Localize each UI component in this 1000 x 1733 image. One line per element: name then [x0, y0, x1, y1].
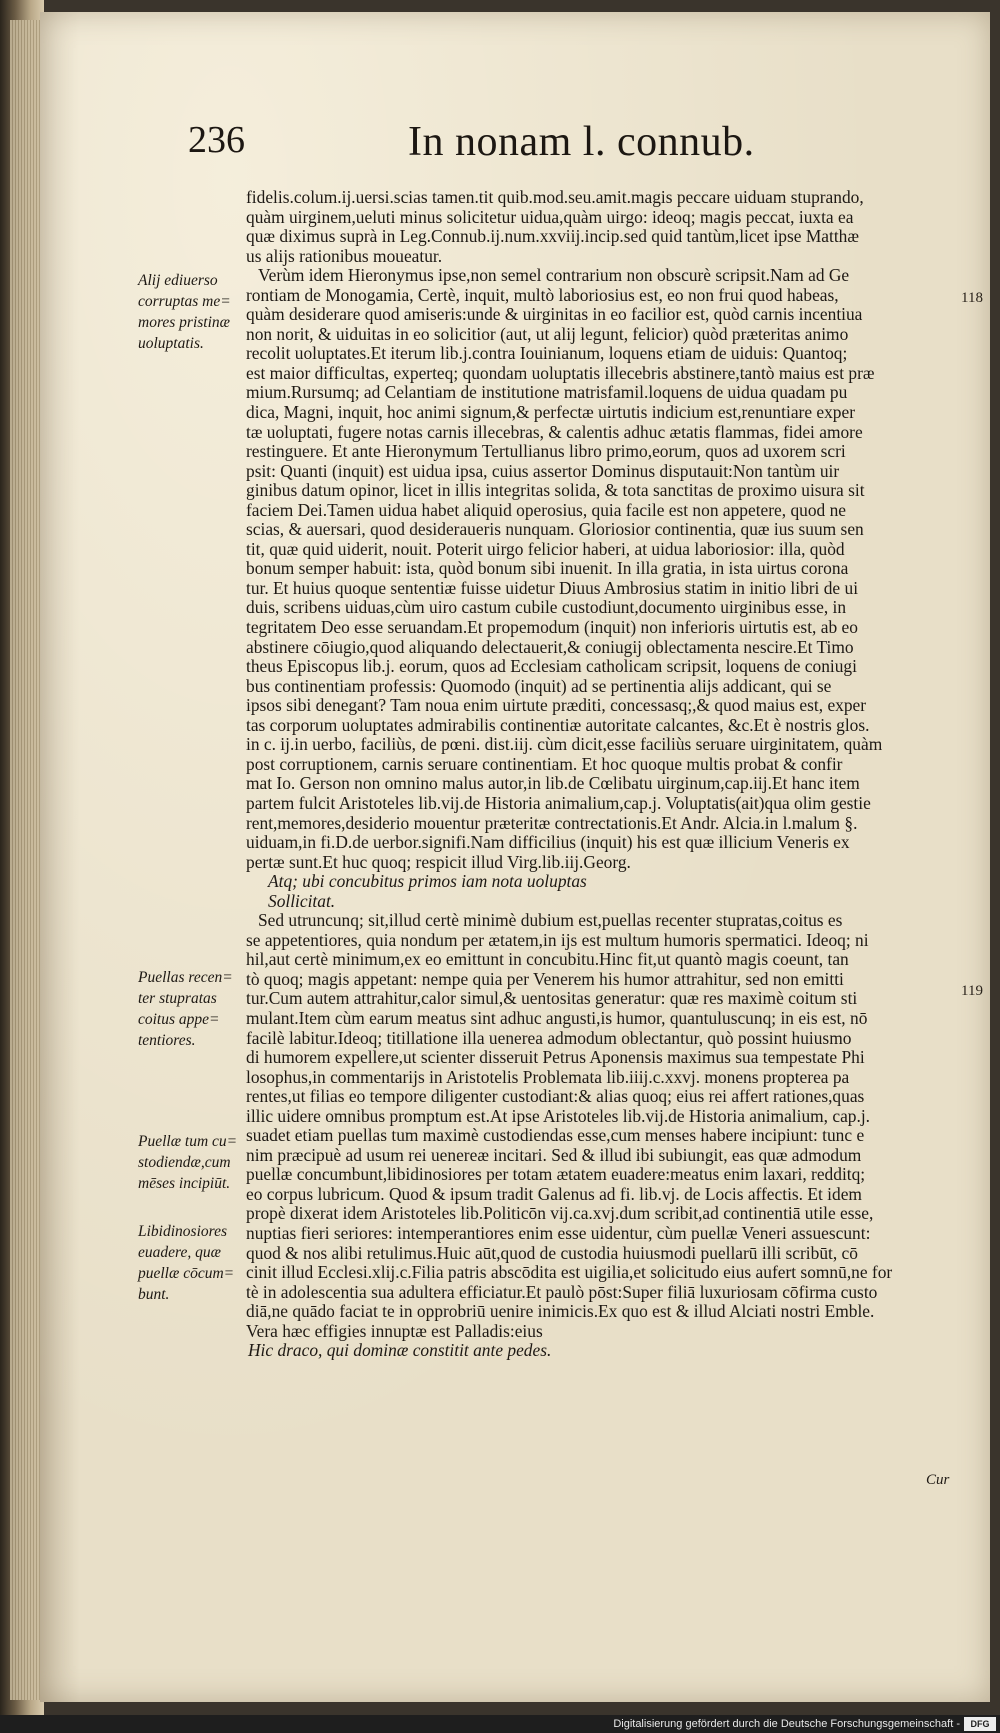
- text-line: bonum semper habuit: ista, quòd bonum sibi inuenit. In illa gratia, in ista uirtus corona: [246, 558, 849, 579]
- text-line: uiduam,in fi.D.de uerbor.signifi.Nam difficilius (inquit) his est quæ illicium Veneris ex: [246, 832, 850, 853]
- text-line: propè dixerat idem Aristoteles lib.Politicōn vij.ca.xvj.dum scribit,ad continentiā utile esse,: [246, 1203, 874, 1224]
- margin-note-line: Alij ediuerso: [138, 272, 218, 289]
- text-line: post corruptionem, carnis seruare continentiam. Et hoc quoque multis probat & confir: [246, 753, 843, 774]
- text-line: faciem Dei.Tamen uidua habet aliquid operosius, quia facile est non appetere, quod ne: [246, 499, 846, 520]
- text-line: pertæ sunt.Et huc quoq; respicit illud Virg.lib.iij.Georg.: [246, 851, 631, 872]
- text-line: nim præcipuè ad usum rei uenereæ incitari. Sed & illud ibi subiungit, eas quæ admodum: [246, 1144, 862, 1165]
- text-line: restinguere. Et ante Hieronymum Tertullianus libro primo,eorum, quos ad uxorem scri: [246, 441, 846, 462]
- text-line: mium.Rursumq; ad Celantiam de institutione matrisfamil.loquens de uidua quadam pu: [246, 382, 848, 403]
- text-line: est maior difficultas, experteq; quondam uoluptatis illecebris abstinere,tantò maius est præ: [246, 362, 875, 383]
- margin-note-line: puellæ cōcum=: [138, 1265, 235, 1282]
- running-head: In nonam l. connub.: [408, 119, 755, 165]
- text-line: cinit illud Ecclesi.xlij.c.Filia patris abscōdita est uigilia,et solicitudo eius aufert somnū,ne for: [246, 1262, 893, 1283]
- text-line: diā,ne quādo faciat te in opprobriū uenire inimicis.Ex quo est & illud Alciati nostri Emble.: [246, 1301, 875, 1322]
- text-line: mat Io. Gerson non omnino malus autor,in lib.de Cœlibatu uirginum,cap.iij.Et hanc item: [246, 773, 860, 794]
- margin-note: [138, 1131, 248, 1194]
- text-line: duis, scribens uiduas,cùm uiro castum cubile custodiunt,documento uirginibus esse, in: [246, 597, 847, 618]
- margin-note-line: mēses incipiūt.: [138, 1175, 231, 1192]
- text-line: Sed utruncunq; sit,illud certè minimè dubium est,puellas recenter stupratas,coitus es: [258, 910, 843, 931]
- margin-note-line: coitus appe=: [138, 1011, 220, 1028]
- text-line: tegritatem Deo esse seruandam.Et propemodum (inquit) non inferioris uirtutis est, ab eo: [246, 617, 858, 638]
- text-line: tur. Et huius quoque sententiæ fuisse uidetur Diuus Ambrosius statim in initio libri de ui: [246, 577, 859, 598]
- margin-note-line: corruptas me=: [138, 293, 231, 310]
- text-line: facilè labitur.Ideoq; titillatione illa uenerea admodum oblectantur, quò possint huiusmo: [246, 1027, 852, 1048]
- margin-note-line: euadere, quæ: [138, 1244, 221, 1261]
- text-line: bus continentiam professis: Quomodo (inquit) ad se pertinentia alijs addicant, qui se: [246, 675, 832, 696]
- text-line: ginibus datum opinor, licet in illis integritas solida, & tota sanctitas de proximo uisura sit: [246, 480, 865, 501]
- text-line: Verùm idem Hieronymus ipse,non semel contrarium non obscurè scripsit.Nam ad Ge: [258, 265, 850, 286]
- body-text: [246, 188, 961, 1380]
- margin-note-line: Puellæ tum cu=: [138, 1133, 238, 1150]
- margin-note: [138, 967, 248, 1051]
- page-number: 236: [188, 119, 245, 161]
- verse-line: Hic draco, qui dominæ constitit ante pedes.: [248, 1340, 552, 1361]
- text-line: tæ uoluptati, fugere notas carnis illecebras, & calentis adhuc ætatis flammas, fidei amore: [246, 421, 863, 442]
- text-line: puellæ concumbunt,libidinosiores per totam ætatem euadere:meatus enim laxari, redditq;: [246, 1164, 866, 1185]
- text-line: non norit, & uiduitas in eo solicitior (aut, ut alij legunt, felicior) quòd præteritas animo: [246, 323, 849, 344]
- text-line: tit, quæ quid uiderit, nouit. Poterit uirgo felicior haberi, at uidua laboriosior: illa, quòd: [246, 538, 845, 559]
- text-line: quàm uirginem,ueluti minus solicitetur uidua,quàm uirgo: ideoq; magis peccat, iuxta ea: [246, 206, 854, 227]
- text-line: quod & nos alibi retulimus.Huic aūt,quod de custodia huiusmodi puellarū illi scribūt, cō: [246, 1242, 858, 1263]
- text-line: mulant.Item cùm earum meatus sint adhuc angusti,is humor, quantuluscunq; in eis est, nō: [246, 1007, 868, 1028]
- text-line: Vera hæc effigies innuptæ est Palladis:eius: [246, 1320, 543, 1341]
- verse-line: Atq; ubi concubitus primos iam nota uoluptas: [268, 871, 587, 892]
- text-line: se appetentiores, quia nondum per ætatem,in ijs est multum humoris spermatici. Ideoq; ni: [246, 929, 869, 950]
- margin-number: 118: [961, 290, 983, 306]
- text-line: psit: Quanti (inquit) est uidua ipsa, cuius assertor Dominus disputauit:Non tantùm uir: [246, 460, 840, 481]
- page-edges: [10, 20, 40, 1700]
- text-line: tè in adolescentia sua adultera efficiatur.Et paulò pōst:Super filiā luxuriosam cōfirma custo: [246, 1281, 878, 1302]
- text-line: in c. ij.in uerbo, faciliùs, de pœni. dist.iij. cùm dicit,esse faciliùs seruare uirginitatem, quàm: [246, 734, 883, 755]
- text-line: nuptias fieri seriores: intemperantiores enim esse uidentur, cùm puellæ Veneri assuescunt:: [246, 1222, 871, 1243]
- margin-note-line: uoluptatis.: [138, 335, 204, 352]
- text-line: di humorem expellere,ut scienter disseruit Petrus Aponensis maximus sua tempestate Phi: [246, 1047, 865, 1068]
- text-line: tur.Cum autem attrahitur,calor simul,& uentositas generatur: quæ res maximè coitum sti: [246, 988, 858, 1009]
- text-line: tò quoq; magis appetant: nempe quia per Venerem his humor attrahitur, sed non emitti: [246, 968, 844, 989]
- margin-note: [138, 1221, 248, 1305]
- footer-bar: [0, 1715, 1000, 1733]
- margin-note-line: tentiores.: [138, 1032, 196, 1049]
- margin-note-line: stodiendæ,cum: [138, 1154, 231, 1171]
- text-line: losophus,in commentarijs in Aristotelis Problemata lib.iiij.c.xxvj. monens propterea pa: [246, 1066, 850, 1087]
- text-line: partem fulcit Aristoteles lib.vij.de Historia animalium,cap.j. Voluptatis(ait)qua olim gestie: [246, 792, 871, 813]
- text-line: theus Episcopus lib.j. eorum, quos ad Ecclesiam catholicam scripsit, loquens de coniugi: [246, 656, 857, 677]
- verse-line: Sollicitat.: [268, 890, 336, 911]
- text-line: dica, Magni, inquit, hoc animi signum,& perfectæ uirtutis indicium est,renuntiare exper: [246, 402, 856, 423]
- dfg-logo: DFG: [964, 1717, 996, 1731]
- text-line: illic uidere omnibus promptum est.At ipse Aristoteles lib.vij.de Historia animalium, cap.j.: [246, 1105, 871, 1126]
- margin-note-line: Puellas recen=: [138, 969, 233, 986]
- catchword: Cur: [926, 1472, 950, 1488]
- margin-note: [138, 270, 248, 354]
- text-line: ipsos sibi denegant? Tam noua enim uirtute præditi, concessasq;,& quod maius est, exper: [246, 695, 867, 716]
- verse-line: [246, 1361, 961, 1381]
- text-line: tas corporum uoluptates admirabilis continentiæ autoritate calcantes, &c.Et è nostris glos.: [246, 714, 870, 735]
- text-line: eo corpus lubricum. Quod & ipsum tradit Galenus ad fi. lib.vj. de Locis affectis. Et idem: [246, 1183, 862, 1204]
- text-line: rontiam de Monogamia, Certè, inquit, multò laboriosius est, eo non frui quod habeas,: [246, 284, 839, 305]
- margin-note-line: ter stupratas: [138, 990, 217, 1007]
- text-line: rent,memores,desiderio mouentur præteritæ contrectationis.Et Andr. Alcia.in l.malum §.: [246, 812, 858, 833]
- margin-note-line: bunt.: [138, 1286, 170, 1303]
- text-line: fidelis.colum.ij.uersi.scias tamen.tit quib.mod.seu.amit.magis peccare uiduam stuprando,: [246, 187, 864, 207]
- text-line: hil,aut certè minimum,ex eo emittunt in concubitu.Hinc fit,ut quantò magis coeunt, tan: [246, 949, 849, 970]
- text-line: quàm desiderare quod amiseris:unde & uirginitas in eo facilior est, quòd carnis incentiua: [246, 304, 863, 325]
- text-line: rentes,ut filias eo tempore diligenter custodiant:& alias quoq; eius rei affert rationes,quas: [246, 1086, 865, 1107]
- margin-note-line: Libidinosiores: [138, 1223, 227, 1240]
- footer-credit: Digitalisierung gefördert durch die Deutsche Forschungsgemeinschaft -: [613, 1718, 960, 1730]
- text-line: quæ diximus suprà in Leg.Connub.ij.num.xxviij.incip.sed quid tantùm,licet ipse Matthæ: [246, 226, 859, 247]
- text-line: abstinere cōiugio,quod aliquando delectauerit,& coniugij oblectamenta nescire.Et Timo: [246, 636, 854, 657]
- margin-number: 119: [961, 983, 983, 999]
- text-line: suadet etiam puellas tum maximè custodiendas esse,cum menses habere incipiunt: tunc e: [246, 1125, 865, 1146]
- margin-note-line: mores pristinæ: [138, 314, 231, 331]
- text-line: scias, & auersari, quod desideraueris nunquam. Gloriosior continentia, quæ ius suum sen: [246, 519, 864, 540]
- text-line: us alijs rationibus moueatur.: [246, 245, 443, 266]
- text-line: recolit uoluptates.Et iterum lib.j.contra Iouinianum, loquens etiam de uiduis: Quantoq;: [246, 343, 848, 364]
